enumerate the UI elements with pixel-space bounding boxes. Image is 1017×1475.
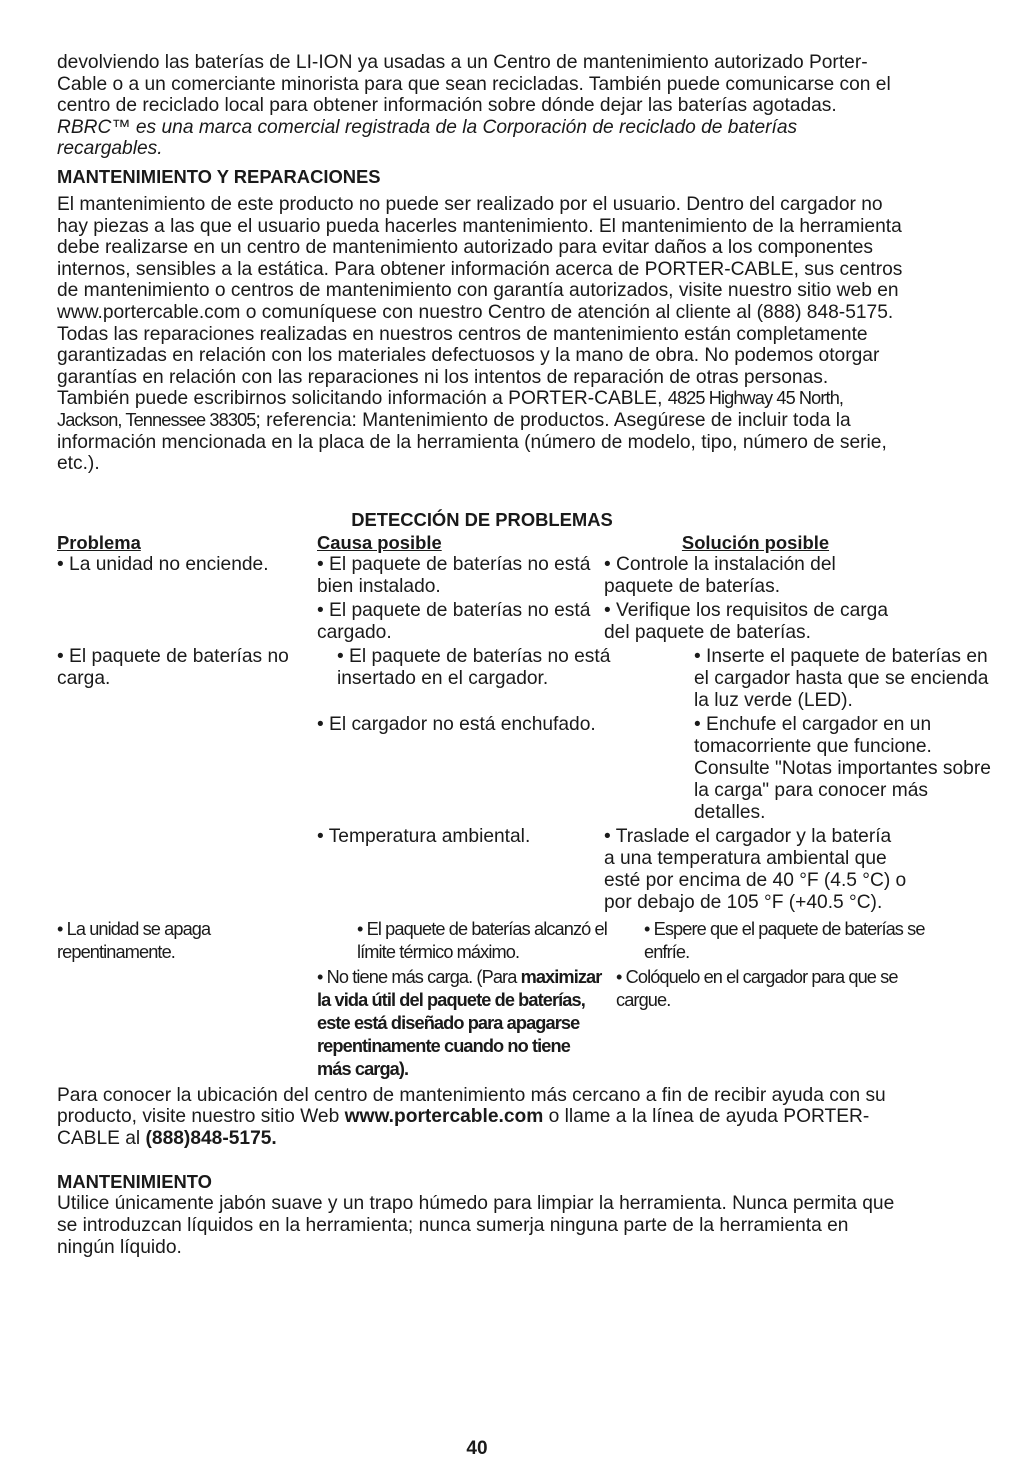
website-link: www.portercable.com <box>344 1106 544 1128</box>
cause-cell: • El paquete de baterías no está bien instalado. <box>317 553 591 597</box>
document-page <box>57 52 991 1258</box>
table-row <box>57 966 907 1081</box>
table-header-row <box>57 532 907 554</box>
cause-cell: • El paquete de baterías no está insertado en el cargador. <box>337 645 611 689</box>
table-row <box>57 826 907 914</box>
trademark-note: RBRC™ es una marca comercial registrada de la Corporación de reciclado de baterías recargables. <box>57 116 798 160</box>
header-problem: Problema <box>57 531 141 553</box>
header-cause: Causa posible <box>317 531 442 553</box>
problem-cell <box>57 966 317 1081</box>
solution-cell: • Verifique los requisitos de carga del paquete de baterías. <box>604 599 889 643</box>
solution-cell: • Colóquelo en el cargador para que se cargue. <box>616 966 898 1010</box>
page-number: 40 <box>466 1438 488 1459</box>
cause-cell: • El paquete de baterías alcanzó el límite térmico máximo. <box>357 918 607 962</box>
problem-cell <box>57 600 317 644</box>
closing-mid: o llame a la línea de ayuda PORTER-CABLE al <box>57 1106 870 1149</box>
cause-cell: • El paquete de baterías no está cargado. <box>317 599 591 643</box>
problem-cell: • La unidad se apaga repentinamente. <box>57 918 211 962</box>
write-us-paragraph <box>57 388 907 474</box>
cause-bold: maximizar la vida útil del paquete de baterías, este está diseñado para apagarse repentinamente cuando no tiene más carga). <box>317 966 602 1079</box>
problem-cell <box>57 714 317 824</box>
table-row <box>57 600 907 644</box>
troubleshooting-table <box>57 508 991 1081</box>
troubleshooting-title: DETECCIÓN DE PROBLEMAS <box>351 508 613 530</box>
solution-cell: • Controle la instalación del paquete de baterías. <box>604 553 836 597</box>
solution-cell: • Espere que el paquete de baterías se enfríe. <box>644 918 925 962</box>
write-us-end: ; referencia: Mantenimiento de productos. Asegúrese de incluir toda la información mencionada en la placa de la herramienta (número de modelo, tipo, número de serie, etc.). <box>57 409 887 475</box>
solution-cell: • Traslade el cargador y la batería a una temperatura ambiental que esté por encima de 40 °F (4.5 °C) o por debajo de 105 °F (+40.5 °C). <box>604 825 907 913</box>
table-row <box>57 554 907 598</box>
problem-cell <box>57 826 317 914</box>
postal-address: 4825 Highway 45 North, Jackson, Tennessee 38305 <box>57 388 844 430</box>
maintenance-repairs-heading: MANTENIMIENTO Y REPARACIONES <box>57 165 381 187</box>
cause-cell: • Temperatura ambiental. <box>317 825 531 847</box>
maintenance-paragraph: Utilice únicamente jabón suave y un trapo húmedo para limpiar la herramienta. Nunca permita que se introduzcan líquidos en la herramienta; nunca sumerja ninguna parte de la herramienta en ningún líquido. <box>57 1193 895 1258</box>
cause-cell <box>317 966 616 1081</box>
intro-paragraph: devolviendo las baterías de LI-ION ya usadas a un Centro de mantenimiento autorizado Porter-Cable o a un comerciante minorista para que sean recicladas. También puede comunicarse con el centro de reciclado local para obtener información sobre dónde dejar las baterías agotadas. <box>57 52 891 117</box>
maintenance-section <box>57 1171 907 1258</box>
closing-paragraph <box>57 1085 907 1150</box>
problem-cell: • La unidad no enciende. <box>57 553 269 575</box>
write-us-start: También puede escribirnos solicitando información a PORTER-CABLE, <box>57 388 668 410</box>
helpline-phone: (888)848-5175. <box>145 1127 277 1149</box>
closing-start: Para conocer la ubicación del centro de mantenimiento más cercano a fin de recibir ayuda con su producto, visite nuestro sitio Web <box>57 1084 886 1128</box>
maintenance-repairs-paragraph: El mantenimiento de este producto no puede ser realizado por el usuario. Dentro del cargador no hay piezas a las que el usuario pueda hacerles mantenimiento. El mantenimiento de la herramienta debe realizarse en un centro de mantenimiento autorizado para evitar daños a los componentes internos, sensibles a la estática. Para obtener información acerca de PORTER-CABLE, sus centros de mantenimiento o centros de mantenimiento con garantía autorizados, visite nuestro sitio web en www.portercable.com o comuníquese con nuestro Centro de atención al cliente al (888) 848-5175. Todas las reparaciones realizadas en nuestros centros de mantenimiento están completamente garantizadas en relación con los materiales defectuosos y la mano de obra. No podemos otorgar garantías en relación con las reparaciones ni los intentos de reparación de otras personas. <box>57 193 903 388</box>
problem-cell: • El paquete de baterías no carga. <box>57 645 289 689</box>
table-row <box>57 713 991 824</box>
cause-prefix: • No tiene más carga. (Para <box>317 966 521 987</box>
cause-cell: • El cargador no está enchufado. <box>317 713 596 735</box>
maintenance-heading: MANTENIMIENTO <box>57 1171 212 1193</box>
table-row <box>57 918 925 964</box>
table-row <box>57 645 989 712</box>
header-solution: Solución posible <box>681 531 830 553</box>
solution-cell: • Inserte el paquete de baterías en el cargador hasta que se encienda la luz verde (LED). <box>694 645 989 711</box>
solution-cell: • Enchufe el cargador en un tomacorriente que funcione. Consulte "Notas importantes sobre la carga" para conocer más detalles. <box>694 713 991 823</box>
